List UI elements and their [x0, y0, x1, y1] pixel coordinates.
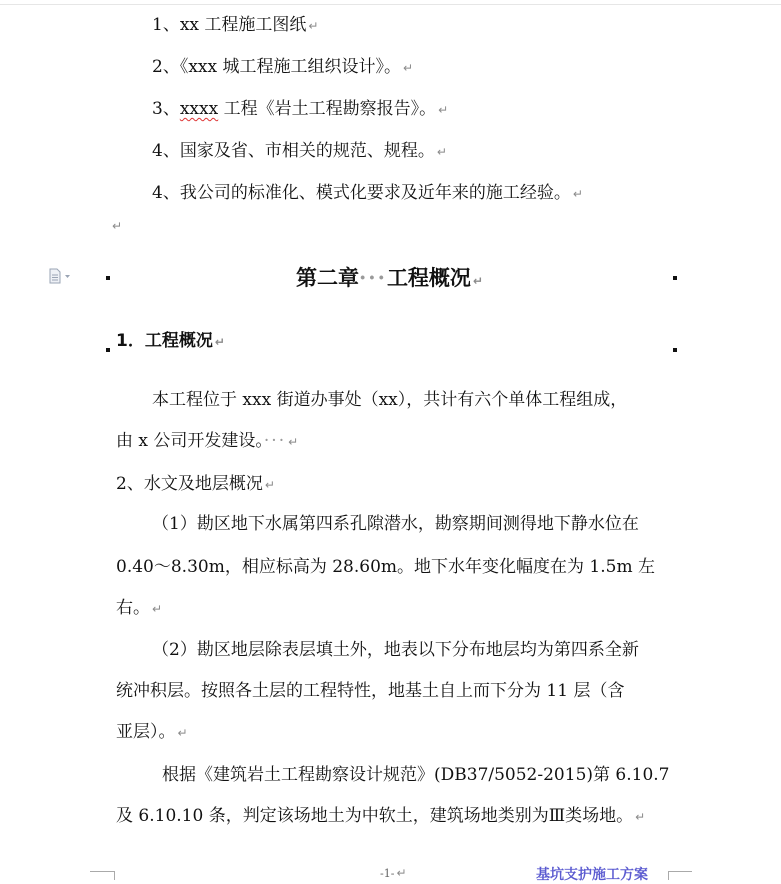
- section-heading-2: 2、水文及地层概况 ↵: [116, 474, 275, 494]
- paragraph-mark: ↵: [264, 478, 275, 492]
- body-line: 统冲积层。按照各土层的工程特性，地基土自上而下分为 11 层（含: [116, 681, 625, 701]
- body-line: 及 6.10.10 条，判定该场地土为中软土，建筑场地类别为Ⅲ类场地。 ↵: [116, 806, 646, 826]
- body-line: （1）勘区地下水属第四系孔隙潜水，勘察期间测得地下静水位在: [152, 514, 639, 534]
- body-line: 右。 ↵: [116, 598, 163, 618]
- crop-mark: [114, 871, 115, 880]
- spellcheck-underlined-word[interactable]: xxxx: [179, 99, 219, 119]
- paragraph-mark: ↵: [112, 219, 123, 233]
- crop-mark: [90, 871, 114, 872]
- paragraph-mark: ↵: [436, 145, 447, 159]
- paragraph-mark: ↵: [472, 274, 483, 288]
- reference-item-4: 4、国家及省、市相关的规范、规程。 ↵: [152, 141, 447, 161]
- paragraph-mark: ↵: [214, 335, 225, 349]
- body-line: 亚层）。 ↵: [116, 722, 188, 742]
- reference-item-1: 1、xx 工程施工图纸 ↵: [152, 15, 319, 35]
- paragraph-mark: ↵: [288, 435, 299, 449]
- footer-document-title: 基坑支护施工方案: [536, 867, 648, 883]
- chapter-heading: 第二章···工程概况 ↵: [296, 265, 483, 290]
- body-line: 由 x 公司开发建设。··· ↵: [116, 431, 299, 451]
- document-outline-icon[interactable]: [48, 268, 74, 284]
- space-marks: ···: [263, 431, 287, 451]
- empty-paragraph: [110, 214, 122, 237]
- heading-anchor-mark: [673, 276, 677, 280]
- body-line: （2）勘区地层除表层填土外，地表以下分布地层均为第四系全新: [152, 640, 639, 660]
- reference-item-3: 3、xxxx 工程《岩土工程勘察报告》。 ↵: [152, 99, 449, 119]
- crop-mark: [668, 871, 669, 880]
- paragraph-mark: ↵: [396, 866, 407, 880]
- heading-anchor-mark: [106, 348, 110, 352]
- paragraph-mark: ↵: [635, 810, 646, 824]
- page-number: -1- ↵: [380, 866, 407, 880]
- paragraph-mark: ↵: [572, 187, 583, 201]
- crop-mark: [668, 871, 692, 872]
- reference-item-5: 4、我公司的标准化、模式化要求及近年来的施工经验。 ↵: [152, 183, 583, 203]
- section-heading-1: 1．工程概况 ↵: [116, 331, 225, 351]
- paragraph-mark: ↵: [438, 103, 449, 117]
- paragraph-mark: ↵: [152, 602, 163, 616]
- body-line: 0.40～8.30m，相应标高为 28.60m。地下水年变化幅度在为 1.5m 左: [116, 557, 655, 577]
- body-line: 根据《建筑岩土工程勘察设计规范》(DB37/5052-2015)第 6.10.7: [162, 765, 670, 785]
- paragraph-mark: ↵: [177, 726, 188, 740]
- heading-anchor-mark: [673, 348, 677, 352]
- paragraph-mark: ↵: [402, 61, 414, 75]
- page-top-edge: [0, 4, 781, 5]
- body-line: 本工程位于 xxx 街道办事处（xx），共计有六个单体工程组成，: [152, 390, 628, 410]
- paragraph-mark: ↵: [308, 19, 319, 33]
- heading-anchor-mark: [106, 276, 110, 280]
- space-marks: ···: [359, 265, 387, 290]
- reference-item-2: 2、《xxx 城工程施工组织设计》。 ↵: [152, 57, 414, 77]
